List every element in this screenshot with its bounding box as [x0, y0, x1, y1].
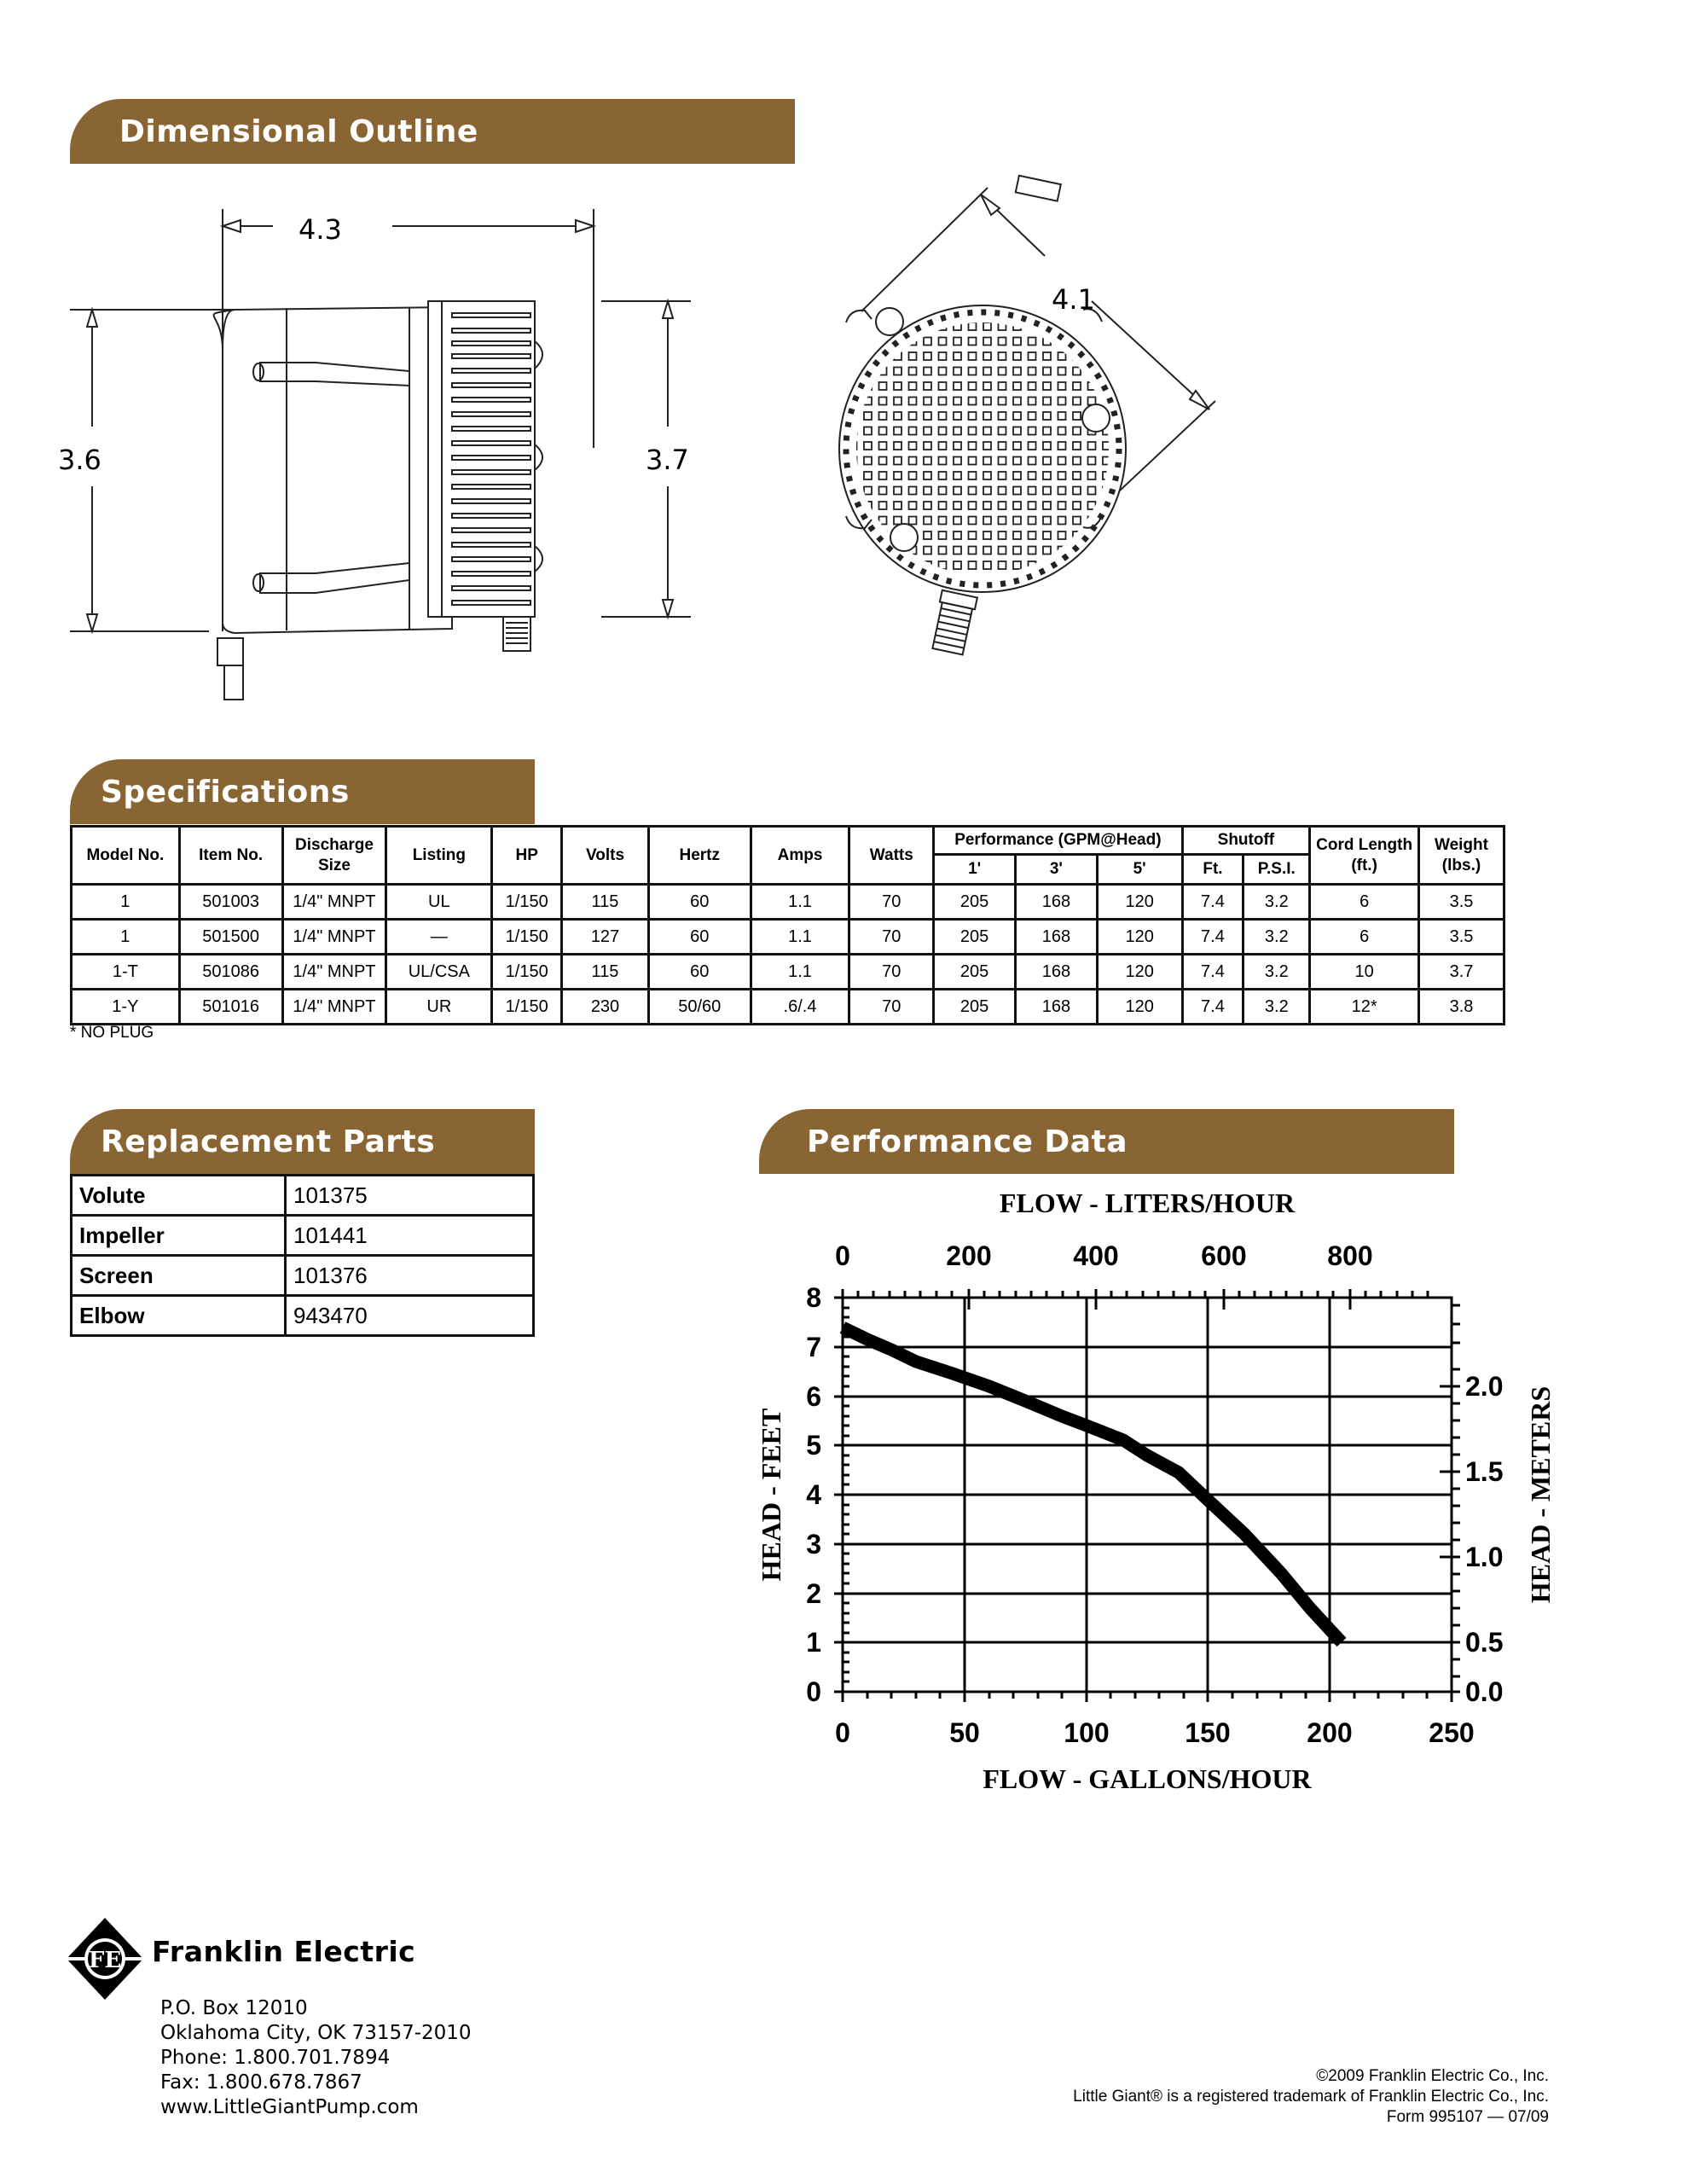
- width-dimension: 4.3: [299, 213, 342, 246]
- part-number: 943470: [286, 1296, 534, 1336]
- legal-notice: [1073, 2066, 1549, 2128]
- cell: 120: [1097, 955, 1182, 990]
- col-header-perf-5: 5': [1097, 855, 1182, 885]
- cell: 115: [562, 885, 649, 920]
- cell: 3.8: [1419, 990, 1504, 1025]
- section-title: Replacement Parts: [101, 1124, 436, 1159]
- tick-label: 3: [806, 1529, 821, 1560]
- tick-label: 50: [949, 1717, 980, 1748]
- col-header-perf-1: 1': [934, 855, 1016, 885]
- tick-label: 600: [1201, 1240, 1247, 1271]
- tick-label: 0: [835, 1717, 850, 1748]
- tick-label: 400: [1073, 1240, 1119, 1271]
- cell: UL: [386, 885, 492, 920]
- chart-grid: [834, 1289, 1460, 1702]
- table-row: [72, 1256, 534, 1296]
- left-axis-title: HEAD - FEET: [756, 1408, 786, 1582]
- company-name: Franklin Electric: [152, 1935, 416, 1968]
- tick-label: 5: [806, 1430, 821, 1461]
- top-axis-ticks: [835, 1240, 1373, 1271]
- cell: 1-T: [72, 955, 180, 990]
- cell: 168: [1016, 920, 1098, 955]
- cell: 7.4: [1182, 990, 1244, 1025]
- part-name: Volute: [72, 1176, 286, 1216]
- cell: 501003: [179, 885, 282, 920]
- cell: 7.4: [1182, 885, 1244, 920]
- cell: 7.4: [1182, 955, 1244, 990]
- height-right-dimension: 3.7: [646, 444, 689, 476]
- cell: 1/150: [492, 955, 562, 990]
- cell: 1/150: [492, 990, 562, 1025]
- tick-label: 1: [806, 1627, 821, 1658]
- cell: 1: [72, 920, 180, 955]
- col-header-perf-3: 3': [1016, 855, 1098, 885]
- col-header-watts: Watts: [849, 827, 934, 885]
- part-number: 101375: [286, 1176, 534, 1216]
- section-header-dimensional-outline: [70, 99, 795, 164]
- col-header-hertz: Hertz: [648, 827, 751, 885]
- tick-label: 2: [806, 1578, 821, 1609]
- table-row: [72, 955, 1504, 990]
- col-header-model: Model No.: [72, 827, 180, 885]
- cell: .6/.4: [751, 990, 849, 1025]
- col-header-hp: HP: [492, 827, 562, 885]
- performance-curve-line: [843, 1327, 1342, 1642]
- cell: 3.2: [1244, 920, 1310, 955]
- table-row: [72, 1176, 534, 1216]
- tick-label: 1.5: [1465, 1456, 1504, 1487]
- col-header-performance: Performance (GPM@Head): [934, 827, 1182, 855]
- cell: 205: [934, 990, 1016, 1025]
- fax: Fax: 1.800.678.7867: [160, 2071, 362, 2094]
- side-view-drawing: [51, 188, 819, 717]
- cell: 6: [1310, 885, 1419, 920]
- cell: 115: [562, 955, 649, 990]
- company-address: [160, 1996, 472, 2120]
- tick-label: 800: [1327, 1240, 1373, 1271]
- part-number: 101441: [286, 1216, 534, 1256]
- right-axis-ticks: [1465, 1371, 1503, 1707]
- col-header-cord: Cord Length (ft.): [1310, 827, 1419, 885]
- cell: 205: [934, 885, 1016, 920]
- section-header-specifications: [70, 759, 535, 824]
- col-header-listing: Listing: [386, 827, 492, 885]
- bottom-axis-title: FLOW - GALLONS/HOUR: [983, 1763, 1312, 1794]
- cell: 70: [849, 885, 934, 920]
- part-name: Elbow: [72, 1296, 286, 1336]
- performance-curve-chart: [751, 1177, 1556, 1809]
- tick-label: 0: [835, 1240, 850, 1271]
- cell: 1/4" MNPT: [282, 955, 386, 990]
- specifications-table: [70, 825, 1505, 1025]
- cell: 3.2: [1244, 990, 1310, 1025]
- tick-label: 2.0: [1465, 1371, 1504, 1402]
- cell: 10: [1310, 955, 1419, 990]
- col-header-shutoff: Shutoff: [1182, 827, 1310, 855]
- cell: 1: [72, 885, 180, 920]
- cell: 70: [849, 955, 934, 990]
- form-number: Form 995107 — 07/09: [1386, 2108, 1549, 2126]
- cell: 1.1: [751, 920, 849, 955]
- tick-label: 250: [1429, 1717, 1475, 1748]
- tick-label: 4: [806, 1479, 821, 1510]
- cell: 120: [1097, 920, 1182, 955]
- cell: UR: [386, 990, 492, 1025]
- cell: 1/4" MNPT: [282, 920, 386, 955]
- cell: 205: [934, 920, 1016, 955]
- cell: 501500: [179, 920, 282, 955]
- po-box: P.O. Box 12010: [160, 1997, 308, 2019]
- tick-label: 0.5: [1465, 1627, 1504, 1658]
- height-left-dimension: 3.6: [58, 444, 101, 476]
- col-header-shutoff-psi: P.S.I.: [1244, 855, 1310, 885]
- cell: 501016: [179, 990, 282, 1025]
- cell: 168: [1016, 885, 1098, 920]
- cell: 12*: [1310, 990, 1419, 1025]
- cell: UL/CSA: [386, 955, 492, 990]
- col-header-amps: Amps: [751, 827, 849, 885]
- part-name: Impeller: [72, 1216, 286, 1256]
- cell: 3.7: [1419, 955, 1504, 990]
- col-header-item: Item No.: [179, 827, 282, 885]
- bottom-axis-ticks: [835, 1717, 1475, 1748]
- cell: 120: [1097, 885, 1182, 920]
- cell: 3.5: [1419, 885, 1504, 920]
- diameter-dimension: 4.1: [1052, 283, 1095, 316]
- cell: 205: [934, 955, 1016, 990]
- front-view-drawing: [802, 171, 1313, 700]
- cell: 3.2: [1244, 955, 1310, 990]
- tick-label: 0.0: [1465, 1676, 1504, 1707]
- svg-text:FE: FE: [88, 1948, 122, 1973]
- tick-label: 6: [806, 1381, 821, 1412]
- table-row: [72, 885, 1504, 920]
- table-row: [72, 1296, 534, 1336]
- table-row: [72, 1216, 534, 1256]
- cell: 1/150: [492, 885, 562, 920]
- cell: 120: [1097, 990, 1182, 1025]
- footnote-no-plug: * NO PLUG: [70, 1024, 154, 1042]
- franklin-electric-logo-icon: [67, 1918, 143, 2000]
- col-header-weight: Weight (lbs.): [1419, 827, 1504, 885]
- cell: 230: [562, 990, 649, 1025]
- cell: 1-Y: [72, 990, 180, 1025]
- cell: 60: [648, 885, 751, 920]
- cell: —: [386, 920, 492, 955]
- cell: 70: [849, 990, 934, 1025]
- tick-label: 8: [806, 1282, 821, 1313]
- section-header-replacement-parts: [70, 1109, 535, 1174]
- cell: 127: [562, 920, 649, 955]
- cell: 7.4: [1182, 920, 1244, 955]
- tick-label: 100: [1064, 1717, 1110, 1748]
- tick-label: 0: [806, 1676, 821, 1707]
- cell: 60: [648, 920, 751, 955]
- website-link[interactable]: www.LittleGiantPump.com: [160, 2096, 419, 2118]
- cell: 6: [1310, 920, 1419, 955]
- table-header-row: [72, 827, 1504, 855]
- tick-label: 200: [946, 1240, 992, 1271]
- city-state-zip: Oklahoma City, OK 73157-2010: [160, 2022, 472, 2044]
- cell: 50/60: [648, 990, 751, 1025]
- table-row: [72, 990, 1504, 1025]
- cell: 1/150: [492, 920, 562, 955]
- cell: 60: [648, 955, 751, 990]
- table-row: [72, 920, 1504, 955]
- cell: 1/4" MNPT: [282, 885, 386, 920]
- left-axis-ticks: [806, 1282, 821, 1707]
- tick-label: 1.0: [1465, 1542, 1504, 1572]
- tick-label: 150: [1185, 1717, 1231, 1748]
- top-axis-title: FLOW - LITERS/HOUR: [999, 1188, 1296, 1218]
- replacement-parts-table: [70, 1174, 535, 1337]
- col-header-volts: Volts: [562, 827, 649, 885]
- trademark-notice: Little Giant® is a registered trademark of Franklin Electric Co., Inc.: [1073, 2088, 1549, 2106]
- col-header-discharge: Discharge Size: [282, 827, 386, 885]
- cell: 1/4" MNPT: [282, 990, 386, 1025]
- cell: 3.5: [1419, 920, 1504, 955]
- right-axis-title: HEAD - METERS: [1525, 1385, 1556, 1604]
- cell: 3.2: [1244, 885, 1310, 920]
- section-title: Specifications: [101, 774, 350, 810]
- cell: 501086: [179, 955, 282, 990]
- tick-label: 7: [806, 1332, 821, 1362]
- part-name: Screen: [72, 1256, 286, 1296]
- cell: 168: [1016, 955, 1098, 990]
- section-title: Dimensional Outline: [119, 113, 478, 149]
- tick-label: 200: [1307, 1717, 1353, 1748]
- part-number: 101376: [286, 1256, 534, 1296]
- phone: Phone: 1.800.701.7894: [160, 2047, 391, 2069]
- section-header-performance-data: [759, 1109, 1454, 1174]
- cell: 1.1: [751, 955, 849, 990]
- cell: 1.1: [751, 885, 849, 920]
- col-header-shutoff-ft: Ft.: [1182, 855, 1244, 885]
- cell: 70: [849, 920, 934, 955]
- copyright: ©2009 Franklin Electric Co., Inc.: [1316, 2067, 1549, 2085]
- cell: 168: [1016, 990, 1098, 1025]
- section-title: Performance Data: [807, 1124, 1128, 1159]
